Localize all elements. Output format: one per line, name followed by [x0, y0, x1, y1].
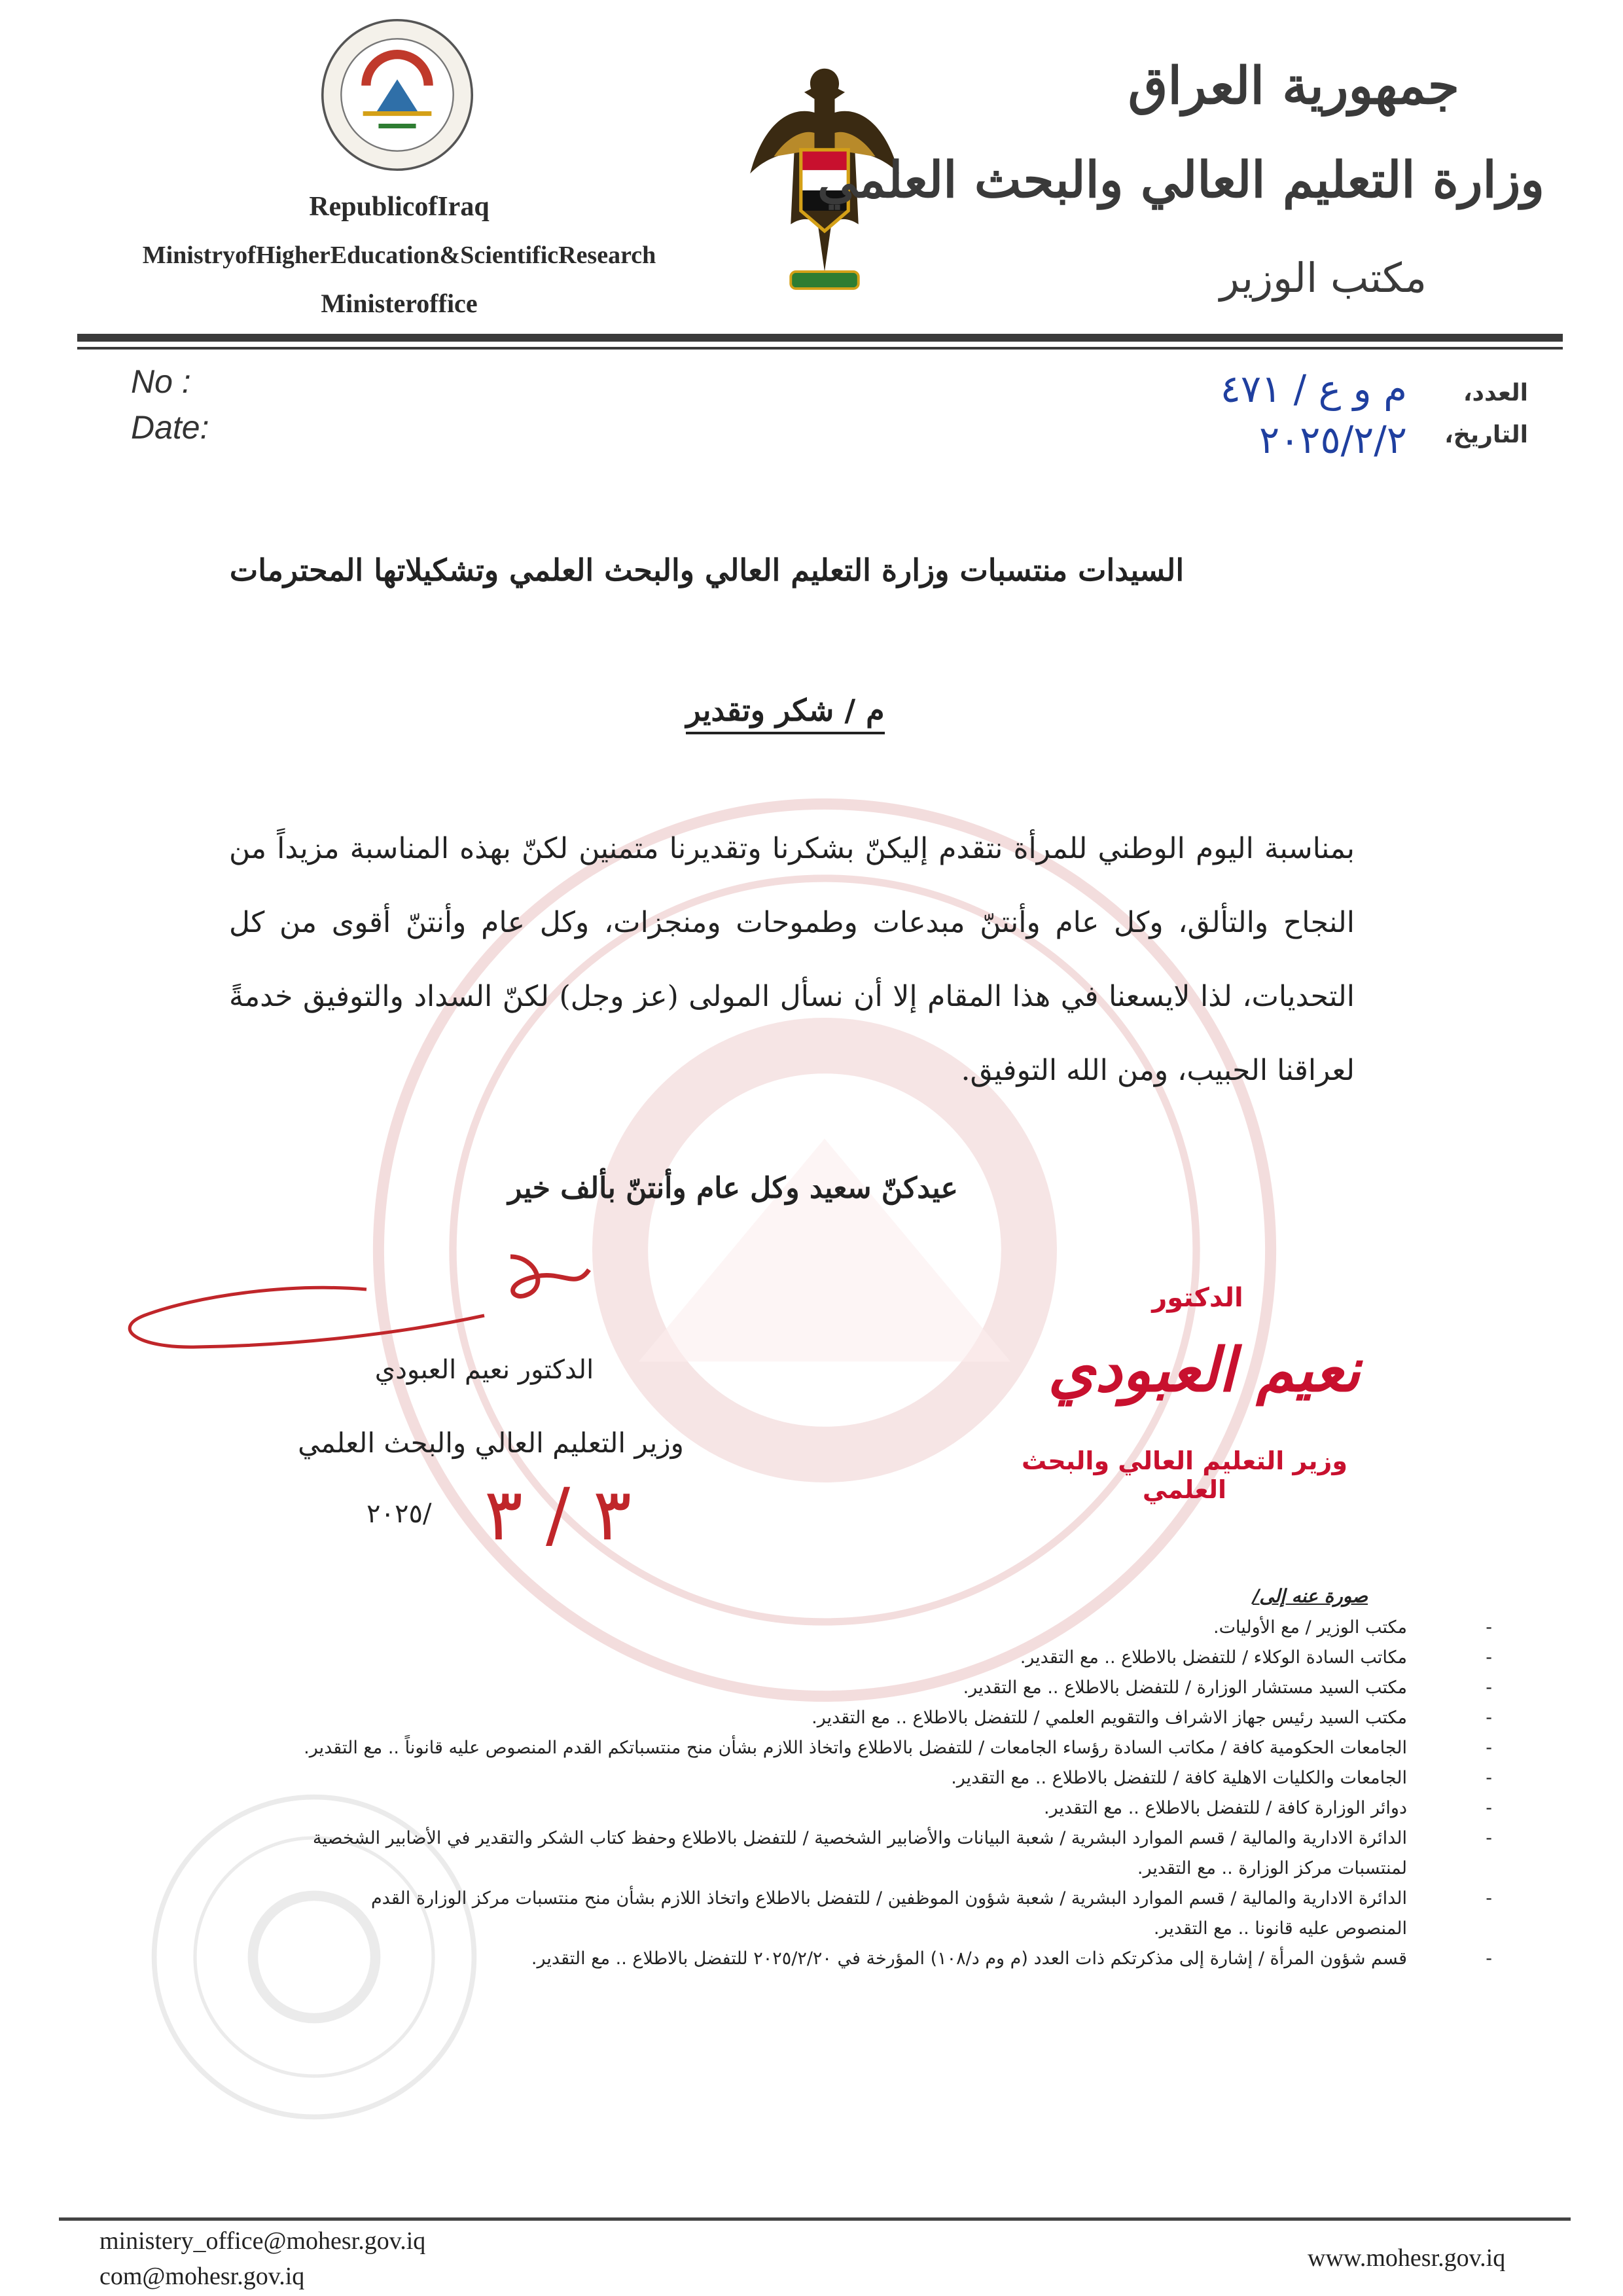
cc-heading: صورة عنه إلى/ [1253, 1585, 1368, 1607]
ar-office-heading: مكتب الوزير [1219, 254, 1427, 302]
cc-item: - قسم شؤون المرأة / إشارة إلى مذكرتكم ذات العدد (م وم د/١٠٨) المؤرخة في ٢٠٢٥/٢/٢٠ للتفضل بالاطلاع .. مع التقدير. [294, 1944, 1407, 1974]
cc-item: - دوائر الوزارة كافة / للتفضل بالاطلاع .. مع التقدير. [294, 1793, 1407, 1823]
header-divider-thin [77, 347, 1563, 350]
cc-item: - مكتب الوزير / مع الأوليات. [294, 1613, 1407, 1643]
subject-line [589, 692, 982, 728]
stamp-title: الدكتور [1152, 1283, 1243, 1313]
letter-body: بمناسبة اليوم الوطني للمرأة نتقدم إليكنّ بشكرنا وتقديرنا متمنين لكنّ بهذه المناسبة مزيداً من النجاح والتألق، وكل عام وأنتنّ مبدعات وطموحات ومنجزات، وكل عام وأنتنّ أقوى من كل التحديات، لذا لايسعنا في هذا المقام إلا أن نسأل المولى (عز وجل) لكنّ السداد والتوفيق خدمةً لعراقنا الحبيب، ومن الله التوفيق. [229, 832, 1355, 1087]
stamp-name: نعيم العبودي [1048, 1335, 1361, 1405]
footer-website-link[interactable]: www.mohesr.gov.iq [1308, 2244, 1506, 2272]
ar-date-value: ٢٠٢٥/٢/٢ [1259, 418, 1407, 462]
ar-number-label: العدد، [1463, 380, 1528, 406]
en-ministry-heading: MinistryofHigherEducation&ScientificResearch [142, 242, 656, 269]
ar-ministry-heading: وزارة التعليم العالي والبحث العلمي [817, 151, 1544, 209]
footer-email-primary[interactable]: ministery_office@mohesr.gov.iq [99, 2227, 426, 2255]
cc-item: - مكاتب السادة الوكلاء / للتفضل بالاطلاع .. مع التقدير. [294, 1643, 1407, 1673]
ar-republic-heading: جمهورية العراق [1128, 56, 1459, 116]
header-divider [77, 334, 1563, 342]
closing-greeting: عيدكنّ سعيد وكل عام وأنتنّ بألف خير [508, 1172, 958, 1205]
footer-divider [59, 2217, 1571, 2221]
cc-item: - مكتب السيد مستشار الوزارة / للتفضل بالاطلاع .. مع التقدير. [294, 1673, 1407, 1703]
signature-date-handwritten: ٣ / ٣ [484, 1473, 632, 1556]
date-label: Date: [131, 409, 209, 446]
signer-title: وزير التعليم العالي والبحث العلمي [298, 1427, 684, 1459]
subject-text: م / شكر وتقدير [686, 692, 884, 734]
signer-name: الدكتور نعيم العبودي [374, 1355, 594, 1385]
footer-email-secondary[interactable]: com@mohesr.gov.iq [99, 2263, 305, 2290]
stamp-role: وزير التعليم العالي والبحث العلمي [1022, 1446, 1347, 1504]
cc-item: - الجامعات والكليات الاهلية كافة / للتفضل بالاطلاع .. مع التقدير. [294, 1763, 1407, 1793]
en-republic-heading: RepublicofIraq [309, 192, 490, 222]
cc-item: - الدائرة الادارية والمالية / قسم الموارد البشرية / شعبة البيانات والأضابير الشخصية / للتفضل بالاطلاع وحفظ كتاب الشكر والتقدير في الأضابير الشخصية لمنتسبات مركز الوزارة .. مع التقدير. [294, 1823, 1407, 1884]
ministry-seal-icon [319, 17, 475, 173]
en-office-heading: Ministeroffice [321, 289, 478, 318]
cc-item: - مكتب السيد رئيس جهاز الاشراف والتقويم العلمي / للتفضل بالاطلاع .. مع التقدير. [294, 1703, 1407, 1733]
cc-item: - الدائرة الادارية والمالية / قسم الموارد البشرية / شعبة شؤون الموظفين / للتفضل بالاطلاع واتخاذ اللازم بشأن منح منتسبات مركز الوزارة القدم المنصوص عليه قانونا .. مع التقدير. [294, 1884, 1407, 1944]
ar-number-value: م و ع / ٤٧١ [1220, 367, 1407, 411]
signature-date-year: /٢٠٢٥ [366, 1499, 432, 1529]
no-label: No : [131, 363, 191, 400]
cc-list [294, 1613, 1407, 1974]
ar-date-label: التاريخ، [1444, 422, 1528, 448]
addressee: السيدات منتسبات وزارة التعليم العالي والبحث العلمي وتشكيلاتها المحترمات [229, 552, 1185, 588]
cc-item: - الجامعات الحكومية كافة / مكاتب السادة رؤساء الجامعات / للتفضل بالاطلاع واتخاذ اللازم بشأن منح منتسباتكم القدم المنصوص عليه قانوناً .. مع التقدير. [294, 1733, 1407, 1763]
